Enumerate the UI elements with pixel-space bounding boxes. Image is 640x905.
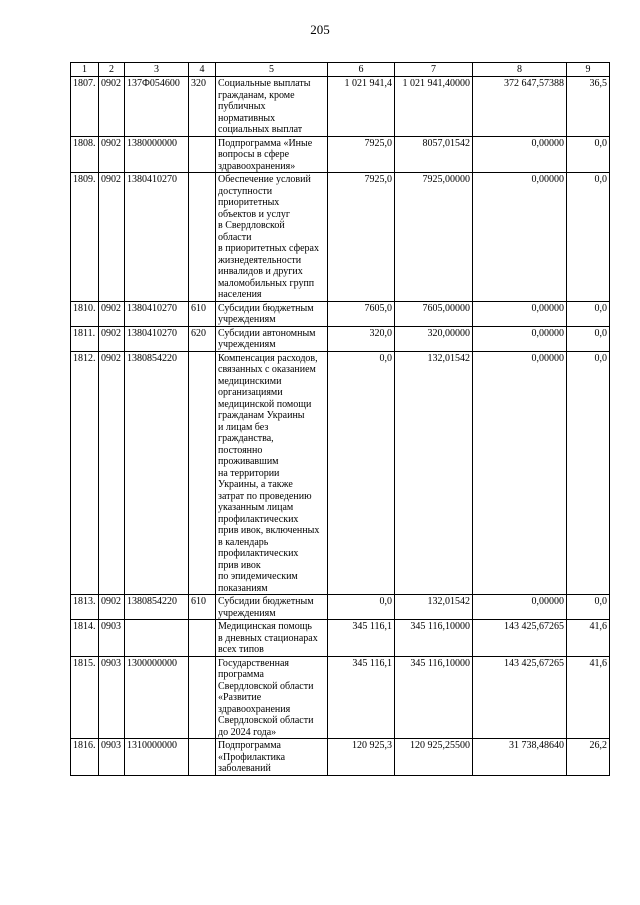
description-cell: Субсидии бюджетным учреждениям [216, 301, 328, 326]
expense-type-cell [189, 656, 216, 739]
description-cell: Субсидии автономным учреждениям [216, 326, 328, 351]
executed-amount-cell: 0,00000 [473, 301, 567, 326]
header-cell: 2 [99, 63, 125, 77]
budget-table [70, 62, 610, 776]
header-row [71, 63, 610, 77]
planned-amount-cell: 7925,0 [328, 173, 395, 302]
target-article-cell: 1380854220 [125, 595, 189, 620]
section-code-cell: 0903 [99, 739, 125, 776]
expense-type-cell: 620 [189, 326, 216, 351]
row-number-cell: 1815. [71, 656, 99, 739]
adjusted-amount-cell: 132,01542 [395, 595, 473, 620]
section-code-cell: 0902 [99, 173, 125, 302]
table-row [71, 301, 610, 326]
row-number-cell: 1810. [71, 301, 99, 326]
target-article-cell: 1310000000 [125, 739, 189, 776]
header-cell: 8 [473, 63, 567, 77]
target-article-cell: 1380410270 [125, 326, 189, 351]
section-code-cell: 0902 [99, 301, 125, 326]
header-cell: 7 [395, 63, 473, 77]
executed-amount-cell: 31 738,48640 [473, 739, 567, 776]
description-cell: Подпрограмма «Профилактика заболеваний [216, 739, 328, 776]
expense-type-cell [189, 620, 216, 657]
percent-cell: 36,5 [567, 77, 610, 137]
adjusted-amount-cell: 1 021 941,40000 [395, 77, 473, 137]
target-article-cell: 1380410270 [125, 301, 189, 326]
table-row [71, 173, 610, 302]
table-row [71, 739, 610, 776]
executed-amount-cell: 0,00000 [473, 351, 567, 595]
expense-type-cell: 610 [189, 595, 216, 620]
planned-amount-cell: 1 021 941,4 [328, 77, 395, 137]
planned-amount-cell: 0,0 [328, 595, 395, 620]
planned-amount-cell: 7925,0 [328, 136, 395, 173]
expense-type-cell [189, 739, 216, 776]
adjusted-amount-cell: 7605,00000 [395, 301, 473, 326]
row-number-cell: 1813. [71, 595, 99, 620]
row-number-cell: 1808. [71, 136, 99, 173]
table-row [71, 656, 610, 739]
section-code-cell: 0902 [99, 136, 125, 173]
adjusted-amount-cell: 345 116,10000 [395, 620, 473, 657]
percent-cell: 0,0 [567, 595, 610, 620]
table-row [71, 351, 610, 595]
planned-amount-cell: 345 116,1 [328, 656, 395, 739]
section-code-cell: 0903 [99, 620, 125, 657]
executed-amount-cell: 372 647,57388 [473, 77, 567, 137]
table-row [71, 620, 610, 657]
target-article-cell: 137Ф054600 [125, 77, 189, 137]
expense-type-cell: 320 [189, 77, 216, 137]
section-code-cell: 0902 [99, 595, 125, 620]
row-number-cell: 1816. [71, 739, 99, 776]
planned-amount-cell: 120 925,3 [328, 739, 395, 776]
table-row [71, 136, 610, 173]
description-cell: Подпрограмма «Иные вопросы в сфере здравоохранения» [216, 136, 328, 173]
section-code-cell: 0902 [99, 351, 125, 595]
header-cell: 5 [216, 63, 328, 77]
expense-type-cell: 610 [189, 301, 216, 326]
target-article-cell [125, 620, 189, 657]
adjusted-amount-cell: 320,00000 [395, 326, 473, 351]
description-cell: Субсидии бюджетным учреждениям [216, 595, 328, 620]
table-row [71, 595, 610, 620]
header-cell: 4 [189, 63, 216, 77]
header-cell: 3 [125, 63, 189, 77]
table-row [71, 77, 610, 137]
planned-amount-cell: 320,0 [328, 326, 395, 351]
page-number: 205 [310, 22, 330, 37]
section-code-cell: 0902 [99, 326, 125, 351]
executed-amount-cell: 143 425,67265 [473, 620, 567, 657]
header-cell: 6 [328, 63, 395, 77]
section-code-cell: 0902 [99, 77, 125, 137]
adjusted-amount-cell: 345 116,10000 [395, 656, 473, 739]
percent-cell: 41,6 [567, 656, 610, 739]
row-number-cell: 1809. [71, 173, 99, 302]
percent-cell: 0,0 [567, 136, 610, 173]
description-cell: Социальные выплаты гражданам, кроме публичных нормативных социальных выплат [216, 77, 328, 137]
executed-amount-cell: 0,00000 [473, 595, 567, 620]
planned-amount-cell: 345 116,1 [328, 620, 395, 657]
expense-type-cell [189, 173, 216, 302]
row-number-cell: 1811. [71, 326, 99, 351]
description-cell: Обеспечение условий доступности приоритетных объектов и услуг в Свердловской области в приоритетных сферах жизнедеятельности инвалидов и других маломобильных групп населения [216, 173, 328, 302]
table-row [71, 326, 610, 351]
percent-cell: 0,0 [567, 173, 610, 302]
percent-cell: 26,2 [567, 739, 610, 776]
adjusted-amount-cell: 132,01542 [395, 351, 473, 595]
description-cell: Компенсация расходов, связанных с оказанием медицинскими организациями медицинской помощи гражданам Украины и лицам без гражданства, постоянно проживавшим на территории Украины, а также затрат по проведению указанным лицам профилактических прив ивок, включенных в календарь профилактических прив ивок по эпидемическим показаниям [216, 351, 328, 595]
executed-amount-cell: 0,00000 [473, 326, 567, 351]
description-cell: Государственная программа Свердловской области «Развитие здравоохранения Свердловской области до 2024 года» [216, 656, 328, 739]
expense-type-cell [189, 351, 216, 595]
row-number-cell: 1807. [71, 77, 99, 137]
adjusted-amount-cell: 7925,00000 [395, 173, 473, 302]
description-cell: Медицинская помощь в дневных стационарах всех типов [216, 620, 328, 657]
target-article-cell: 1300000000 [125, 656, 189, 739]
row-number-cell: 1812. [71, 351, 99, 595]
executed-amount-cell: 0,00000 [473, 136, 567, 173]
row-number-cell: 1814. [71, 620, 99, 657]
adjusted-amount-cell: 120 925,25500 [395, 739, 473, 776]
header-cell: 9 [567, 63, 610, 77]
target-article-cell: 1380854220 [125, 351, 189, 595]
executed-amount-cell: 143 425,67265 [473, 656, 567, 739]
target-article-cell: 1380410270 [125, 173, 189, 302]
percent-cell: 0,0 [567, 301, 610, 326]
percent-cell: 41,6 [567, 620, 610, 657]
target-article-cell: 1380000000 [125, 136, 189, 173]
planned-amount-cell: 0,0 [328, 351, 395, 595]
planned-amount-cell: 7605,0 [328, 301, 395, 326]
percent-cell: 0,0 [567, 351, 610, 595]
expense-type-cell [189, 136, 216, 173]
executed-amount-cell: 0,00000 [473, 173, 567, 302]
adjusted-amount-cell: 8057,01542 [395, 136, 473, 173]
percent-cell: 0,0 [567, 326, 610, 351]
section-code-cell: 0903 [99, 656, 125, 739]
header-cell: 1 [71, 63, 99, 77]
